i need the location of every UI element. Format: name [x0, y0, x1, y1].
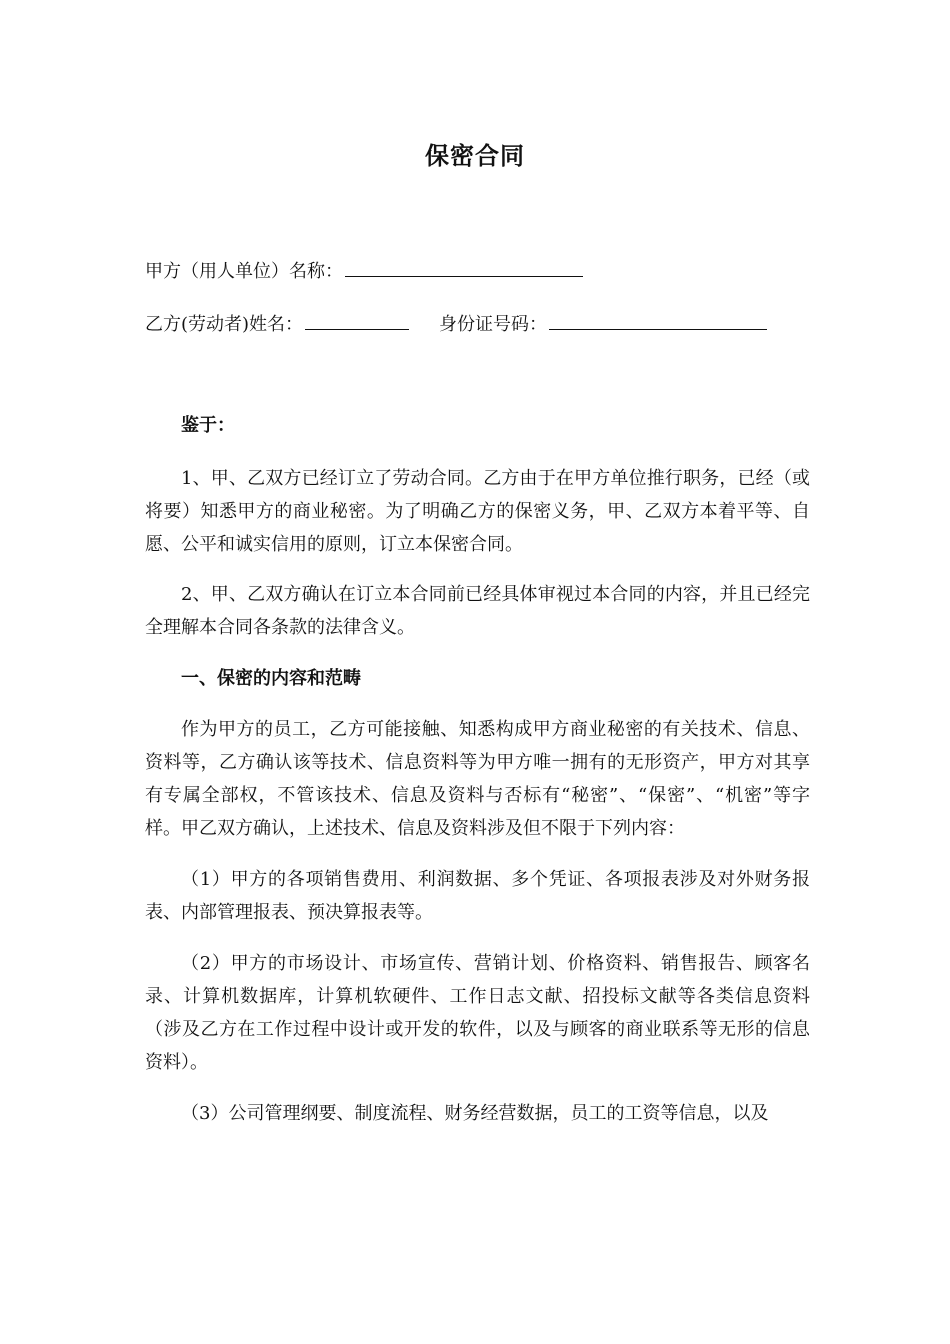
party-a-name-blank[interactable] — [345, 258, 583, 277]
party-b-id-label: 身份证号码： — [439, 314, 548, 335]
whereas-heading: 鉴于： — [181, 415, 235, 436]
list-item-1: （1）甲方的各项销售费用、利润数据、多个凭证、各项报表涉及对外财务报表、内部管理报表、预决算报表等。 — [145, 869, 810, 923]
paragraph-1: 1、甲、乙双方已经订立了劳动合同。乙方由于在甲方单位推行职务，已经（或将要）知悉甲方的商业秘密。为了明确乙方的保密义务，甲、乙双方本着平等、自愿、公平和诚实信用的原则，订立本保密合同。 — [145, 468, 810, 555]
list-item-2: （2）甲方的市场设计、市场宣传、营销计划、价格资料、销售报告、顾客名录、计算机数据库，计算机软硬件、工作日志文献、招投标文献等各类信息资料（涉及乙方在工作过程中设计或开发的软件，以及与顾客的商业联系等无形的信息资料）。 — [145, 953, 810, 1073]
party-a-line — [145, 258, 583, 284]
section-heading-1: 一、保密的内容和范畴 — [181, 668, 361, 689]
party-b-id-blank[interactable] — [549, 311, 767, 330]
paragraph-2: 2、甲、乙双方确认在订立本合同前已经具体审视过本合同的内容，并且已经完全理解本合同各条款的法律含义。 — [145, 584, 810, 638]
party-b-line — [145, 311, 767, 337]
party-b-label: 乙方(劳动者)姓名： — [145, 314, 304, 335]
contract-body — [145, 409, 810, 1130]
list-item-3: （3）公司管理纲要、制度流程、财务经营数据，员工的工资等信息，以及 — [181, 1103, 769, 1124]
party-a-label: 甲方（用人单位）名称： — [145, 261, 343, 282]
paragraph-3: 作为甲方的员工，乙方可能接触、知悉构成甲方商业秘密的有关技术、信息、资料等，乙方确认该等技术、信息资料等为甲方唯一拥有的无形资产，甲方对其享有专属全部权，不管该技术、信息及资料与否标有“秘密”、“保密”、“机密”等字样。甲乙双方确认，上述技术、信息及资料涉及但不限于下列内容： — [145, 719, 810, 839]
party-b-name-blank[interactable] — [305, 311, 409, 330]
document-title: 保密合同 — [425, 141, 525, 170]
